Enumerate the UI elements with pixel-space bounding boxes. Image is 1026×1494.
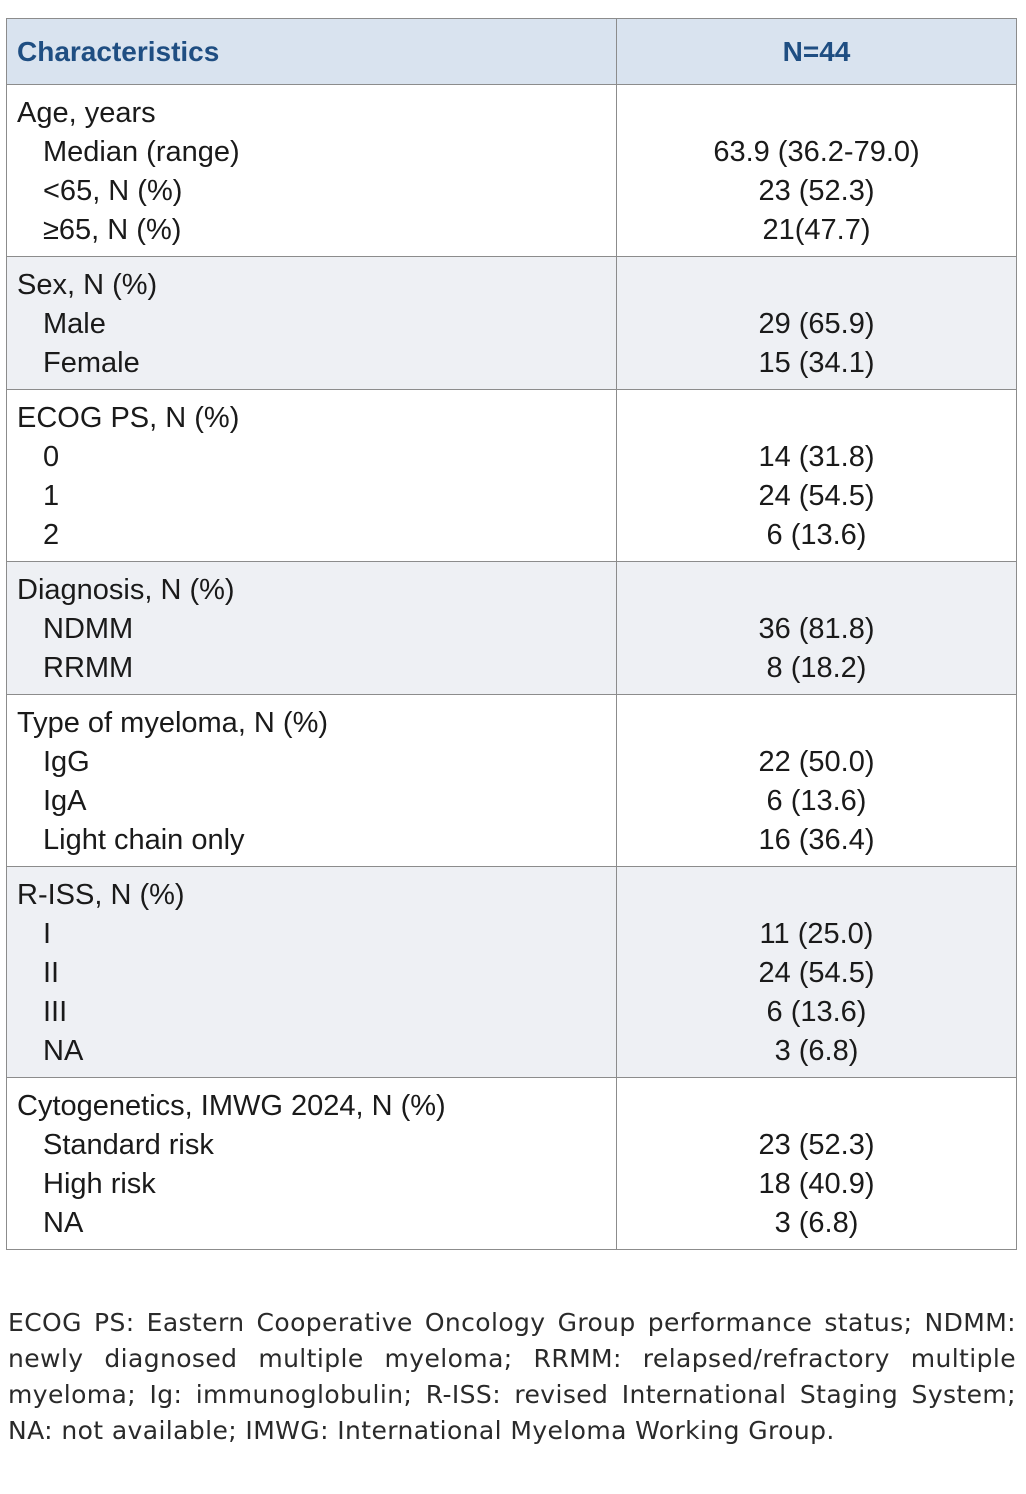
row-value: 18 (40.9) — [758, 1168, 875, 1200]
row-label: ≥65, N (%) — [43, 214, 182, 246]
group-title-spacer — [617, 704, 1016, 743]
row-value: 6 (13.6) — [766, 519, 867, 551]
row-value: 29 (65.9) — [758, 308, 875, 340]
table-footnote: ECOG PS: Eastern Cooperative Oncology Group performance status; NDMM: newly diagnosed multiple myeloma; RRMM: relapsed/refractory multiple myeloma; Ig: immunoglobulin; R-ISS: revised International Staging System; NA: not available; IMWG: International Myeloma Working Group. — [8, 1308, 1016, 1445]
row-label: Light chain only — [43, 824, 245, 856]
row-label: <65, N (%) — [43, 175, 183, 207]
row-value: 14 (31.8) — [758, 441, 875, 473]
group-title-spacer — [617, 571, 1016, 610]
row-value: 23 (52.3) — [758, 1129, 875, 1161]
group-title-spacer — [617, 1087, 1016, 1126]
row-label: 0 — [43, 441, 60, 473]
row-value: 21(47.7) — [762, 214, 871, 246]
row-value: 15 (34.1) — [758, 347, 875, 379]
group-title: Sex, N (%) — [17, 269, 158, 301]
header-characteristics: Characteristics — [7, 19, 617, 85]
row-label: IgA — [43, 785, 87, 817]
row-label: IgG — [43, 746, 90, 778]
group-row-myeloma-type — [7, 695, 1017, 867]
group-title-spacer — [617, 266, 1016, 305]
row-label: 1 — [43, 480, 60, 512]
row-value: 22 (50.0) — [758, 746, 875, 778]
row-label: II — [43, 957, 60, 989]
group-value-cell — [617, 257, 1017, 390]
group-row-riss — [7, 867, 1017, 1078]
group-label-cell — [7, 562, 617, 695]
row-value: 11 (25.0) — [759, 918, 874, 950]
row-label: High risk — [43, 1168, 156, 1200]
row-label: III — [43, 996, 68, 1028]
row-value: 6 (13.6) — [766, 996, 867, 1028]
row-label: I — [43, 918, 52, 950]
group-row-diagnosis — [7, 562, 1017, 695]
group-title: Age, years — [17, 97, 156, 129]
row-label: Standard risk — [43, 1129, 214, 1161]
group-label-cell — [7, 85, 617, 257]
row-label: Female — [43, 347, 140, 379]
row-label: Male — [43, 308, 106, 340]
row-value: 24 (54.5) — [758, 957, 875, 989]
group-value-cell — [617, 390, 1017, 562]
group-title: Type of myeloma, N (%) — [17, 707, 329, 739]
group-row-sex — [7, 257, 1017, 390]
group-row-age — [7, 85, 1017, 257]
row-value: 24 (54.5) — [758, 480, 875, 512]
row-value: 8 (18.2) — [766, 652, 867, 684]
row-label: Median (range) — [43, 136, 240, 168]
group-label-cell — [7, 867, 617, 1078]
group-title: Cytogenetics, IMWG 2024, N (%) — [17, 1090, 446, 1122]
row-value: 36 (81.8) — [758, 613, 875, 645]
group-title: R-ISS, N (%) — [17, 879, 185, 911]
group-title: Diagnosis, N (%) — [17, 574, 235, 606]
row-value: 16 (36.4) — [758, 824, 875, 856]
group-title-spacer — [617, 399, 1016, 438]
group-row-cytogenetics — [7, 1078, 1017, 1250]
row-label: NA — [43, 1035, 84, 1067]
group-value-cell — [617, 562, 1017, 695]
row-label: 2 — [43, 519, 60, 551]
group-value-cell — [617, 867, 1017, 1078]
row-label: RRMM — [43, 652, 134, 684]
characteristics-table — [6, 18, 1017, 1250]
row-label: NA — [43, 1207, 84, 1239]
group-label-cell — [7, 695, 617, 867]
row-value: 6 (13.6) — [766, 785, 867, 817]
group-value-cell — [617, 85, 1017, 257]
group-title: ECOG PS, N (%) — [17, 402, 240, 434]
group-label-cell — [7, 390, 617, 562]
row-value: 63.9 (36.2-79.0) — [713, 136, 920, 168]
group-title-spacer — [617, 876, 1016, 915]
group-title-spacer — [617, 94, 1016, 133]
row-value: 3 (6.8) — [774, 1035, 859, 1067]
header-count: N=44 — [617, 19, 1017, 85]
row-value: 3 (6.8) — [774, 1207, 859, 1239]
group-value-cell — [617, 695, 1017, 867]
group-label-cell — [7, 257, 617, 390]
characteristics-table-container — [6, 18, 1016, 1250]
group-label-cell — [7, 1078, 617, 1250]
table-header-row — [7, 19, 1017, 85]
row-value: 23 (52.3) — [758, 175, 875, 207]
group-row-ecog — [7, 390, 1017, 562]
row-label: NDMM — [43, 613, 134, 645]
group-value-cell — [617, 1078, 1017, 1250]
